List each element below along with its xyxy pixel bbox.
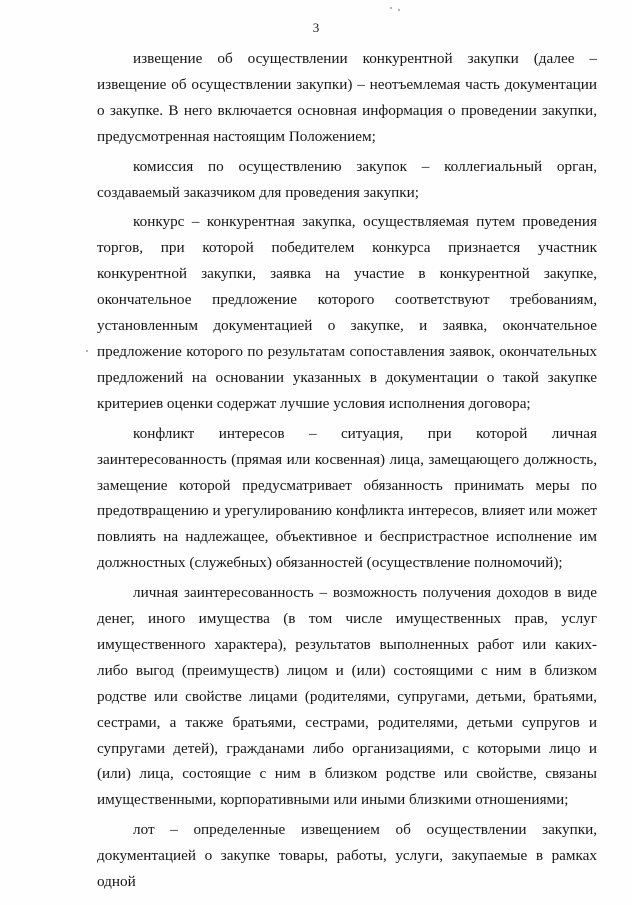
document-body bbox=[97, 46, 597, 895]
paragraph-definition-conflict-of-interest: конфликт интересов – ситуация, при которой личная заинтересованность (прямая или косвенная) лица, замещающего должность, замещение которой предусматривает обязанность принимать меры по предотвращению и урегулированию конфликта интересов, влияет или может повлиять на надлежащее, объективное и беспристрастное исполнение им должностных (служебных) обязанностей (осуществление полномочий); bbox=[97, 424, 597, 572]
paragraph-definition-lot: лот – определенные извещением об осуществлении закупки, документацией о закупке товары, работы, услуги, закупаемые в рамках одной bbox=[97, 821, 597, 891]
paragraph-definition-commission: комиссия по осуществлению закупок – коллегиальный орган, создаваемый заказчиком для проведения закупки; bbox=[97, 157, 597, 201]
paragraph-definition-personal-interest: личная заинтересованность – возможность получения доходов в виде денег, иного имущества (в том числе имущественных прав, услуг имущественного характера), результатов выполненных работ или каких-либо выгод (преимуществ) лицом и (или) состоящими с ним в близком родстве или свойстве лицами (родителями, супругами, детьми, братьями, сестрами, а также братьями, сестрами, родителями, детьми супругов и супругами детей), гражданами либо организациями, с которыми лицо и (или) лица, состоящие с ним в близком родстве или свойстве, связаны имущественными, корпоративными или иными близкими отношениями; bbox=[97, 584, 597, 809]
page-number: 3 bbox=[312, 20, 320, 35]
scan-speck bbox=[86, 350, 88, 352]
paragraph-definition-notice: извещение об осуществлении конкурентной закупки (далее – извещение об осуществлении закупки) – неотъемлемая часть документации о закупке. В него включается основная информация о проведении закупки, предусмотренная настоящим Положением; bbox=[97, 50, 597, 145]
paragraph-definition-tender: конкурс – конкурентная закупка, осуществляемая путем проведения торгов, при которой победителем конкурса признается участник конкурентной закупки, заявка на участие в конкурентной закупке, окончательное предложение которого соответствуют требованиям, установленным документацией о закупке, и заявка, окончательное предложение которого по результатам сопоставления заявок, окончательных предложений на основании указанных в документации о такой закупке критериев оценки содержат лучшие условия исполнения договора; bbox=[97, 213, 597, 412]
scan-speck bbox=[390, 7, 392, 9]
scan-speck bbox=[398, 9, 400, 11]
